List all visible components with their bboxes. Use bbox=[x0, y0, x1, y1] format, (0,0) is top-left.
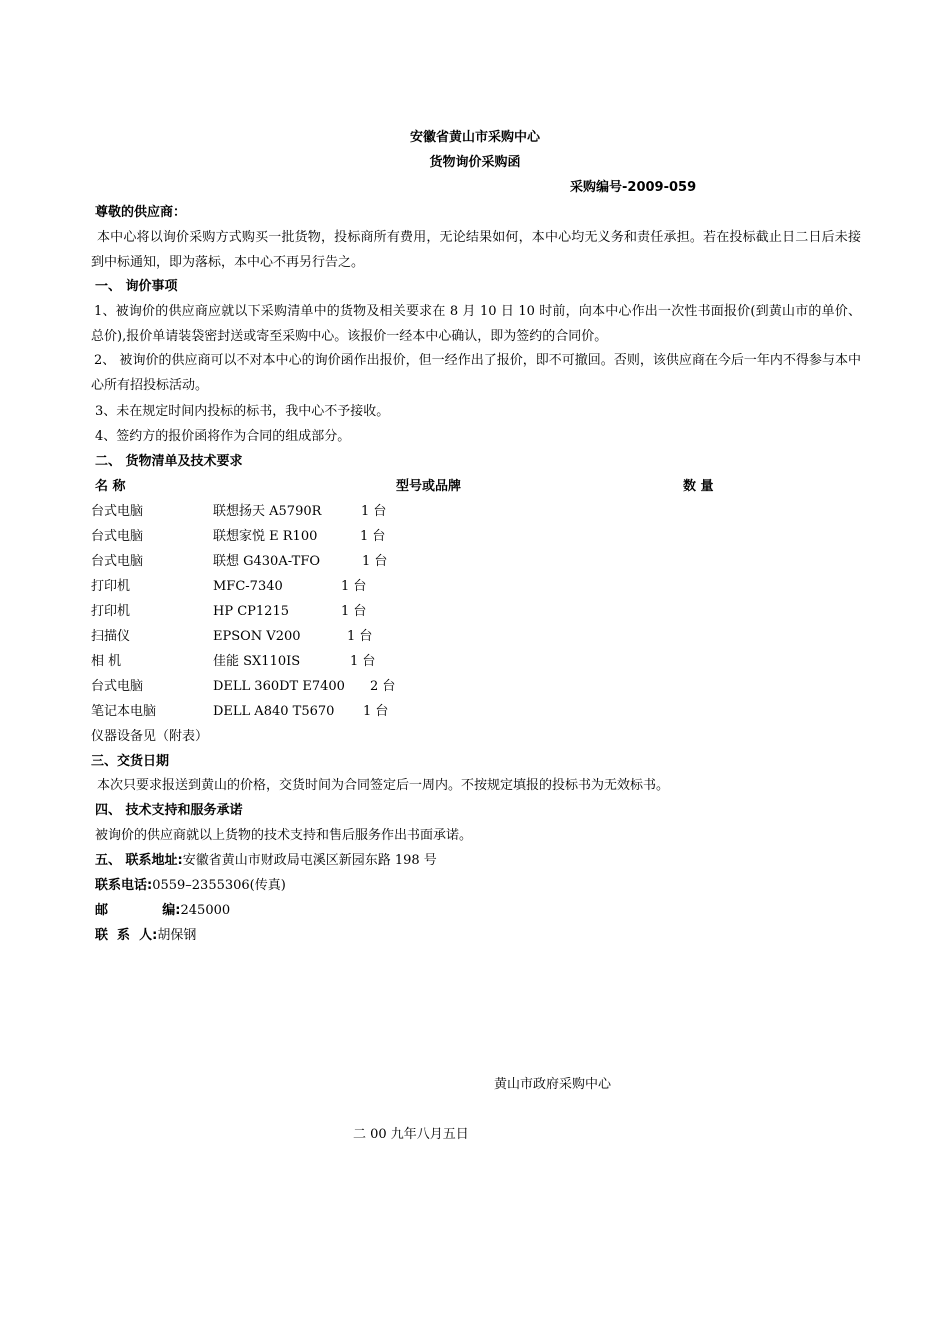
goods-model: 联想扬天 A5790R bbox=[213, 504, 322, 519]
goods-qty: 1 台 bbox=[341, 604, 367, 619]
goods-qty: 1 台 bbox=[341, 579, 367, 594]
section1-item3: 3、未在规定时间内投标的标书，我中心不予接收。 bbox=[95, 404, 390, 419]
phone-value: 0559–2355306(传真) bbox=[152, 878, 286, 893]
goods-model: DELL A840 T5670 bbox=[213, 704, 335, 719]
goods-model: EPSON V200 bbox=[213, 629, 301, 644]
goods-model: MFC-7340 bbox=[213, 579, 283, 594]
contact-postcode bbox=[95, 902, 230, 920]
section4-body: 被询价的供应商就以上货物的技术支持和售后服务作出书面承诺。 bbox=[95, 828, 473, 843]
goods-col-qty: 数 量 bbox=[683, 479, 714, 494]
document-date: 二 00 九年八月五日 bbox=[353, 1127, 469, 1142]
goods-col-name: 名 称 bbox=[95, 479, 126, 494]
goods-qty: 2 台 bbox=[370, 679, 396, 694]
greeting: 尊敬的供应商： bbox=[95, 205, 187, 220]
org-title: 安徽省黄山市采购中心 bbox=[409, 130, 540, 145]
goods-qty: 1 台 bbox=[362, 554, 388, 569]
section2-heading: 二、 货物清单及技术要求 bbox=[95, 454, 243, 469]
goods-name: 扫描仪 bbox=[91, 629, 131, 644]
goods-model: 联想家悦 E R100 bbox=[213, 529, 318, 544]
section1-item2: 2、 被询价的供应商可以不对本中心的询价函作出报价，但一经作出了报价，即不可撤回。否则，该供应商在今后一年内不得参与本中心所有招投标活动。 bbox=[91, 353, 861, 393]
goods-qty: 1 台 bbox=[360, 529, 386, 544]
contact-phone bbox=[95, 877, 286, 895]
document-title: 货物询价采购函 bbox=[429, 155, 521, 170]
goods-name: 相 机 bbox=[91, 654, 122, 669]
phone-label: 联系电话: bbox=[95, 878, 153, 893]
goods-model: HP CP1215 bbox=[213, 604, 289, 619]
goods-qty: 1 台 bbox=[361, 504, 387, 519]
goods-name: 台式电脑 bbox=[91, 554, 144, 569]
section1-item4: 4、签约方的报价函将作为合同的组成部分。 bbox=[95, 429, 351, 444]
equipment-note: 仪器设备见（附表） bbox=[91, 729, 209, 744]
goods-name: 笔记本电脑 bbox=[91, 704, 157, 719]
goods-qty: 1 台 bbox=[347, 629, 373, 644]
contact-person bbox=[95, 927, 196, 945]
goods-model: 佳能 SX110IS bbox=[213, 654, 301, 669]
goods-name: 台式电脑 bbox=[91, 504, 144, 519]
contact-label: 联 系 人: bbox=[95, 928, 158, 943]
goods-qty: 1 台 bbox=[350, 654, 376, 669]
goods-name: 打印机 bbox=[91, 604, 131, 619]
section4-heading: 四、 技术支持和服务承诺 bbox=[95, 803, 243, 818]
contact-value: 胡保钢 bbox=[157, 928, 197, 943]
address-label: 五、 联系地址: bbox=[95, 853, 183, 868]
goods-model: DELL 360DT E7400 bbox=[213, 679, 345, 694]
contact-address bbox=[95, 852, 437, 870]
goods-col-model: 型号或品牌 bbox=[396, 479, 462, 494]
postcode-value: 245000 bbox=[180, 903, 231, 918]
section1-heading: 一、 询价事项 bbox=[95, 279, 178, 294]
goods-model: 联想 G430A-TFO bbox=[213, 554, 320, 569]
goods-name: 台式电脑 bbox=[91, 679, 144, 694]
intro-paragraph: 本中心将以询价采购方式购买一批货物，投标商所有费用，无论结果如何，本中心均无义务和责任承担。若在投标截止日二日后未接到中标通知，即为落标，本中心不再另行告之。 bbox=[91, 230, 861, 270]
goods-name: 打印机 bbox=[91, 579, 131, 594]
postcode-label: 邮 编: bbox=[95, 903, 181, 918]
address-value: 安徽省黄山市财政局屯溪区新园东路 198 号 bbox=[182, 853, 437, 868]
procurement-number: 采购编号-2009-059 bbox=[570, 180, 697, 195]
section3-heading: 三、交货日期 bbox=[91, 754, 170, 769]
section3-body: 本次只要求报送到黄山的价格，交货时间为合同签定后一周内。不按规定填报的投标书为无效标书。 bbox=[97, 778, 670, 793]
signature-org: 黄山市政府采购中心 bbox=[494, 1077, 612, 1092]
section1-item1: 1、被询价的供应商应就以下采购清单中的货物及相关要求在 8 月 10 日 10 时前，向本中心作出一次性书面报价(到黄山市的单价、总价),报价单请装袋密封送或寄至采购中心。该报价一经本中心确认，即为签约的合同价。 bbox=[91, 304, 861, 344]
goods-name: 台式电脑 bbox=[91, 529, 144, 544]
goods-qty: 1 台 bbox=[363, 704, 389, 719]
